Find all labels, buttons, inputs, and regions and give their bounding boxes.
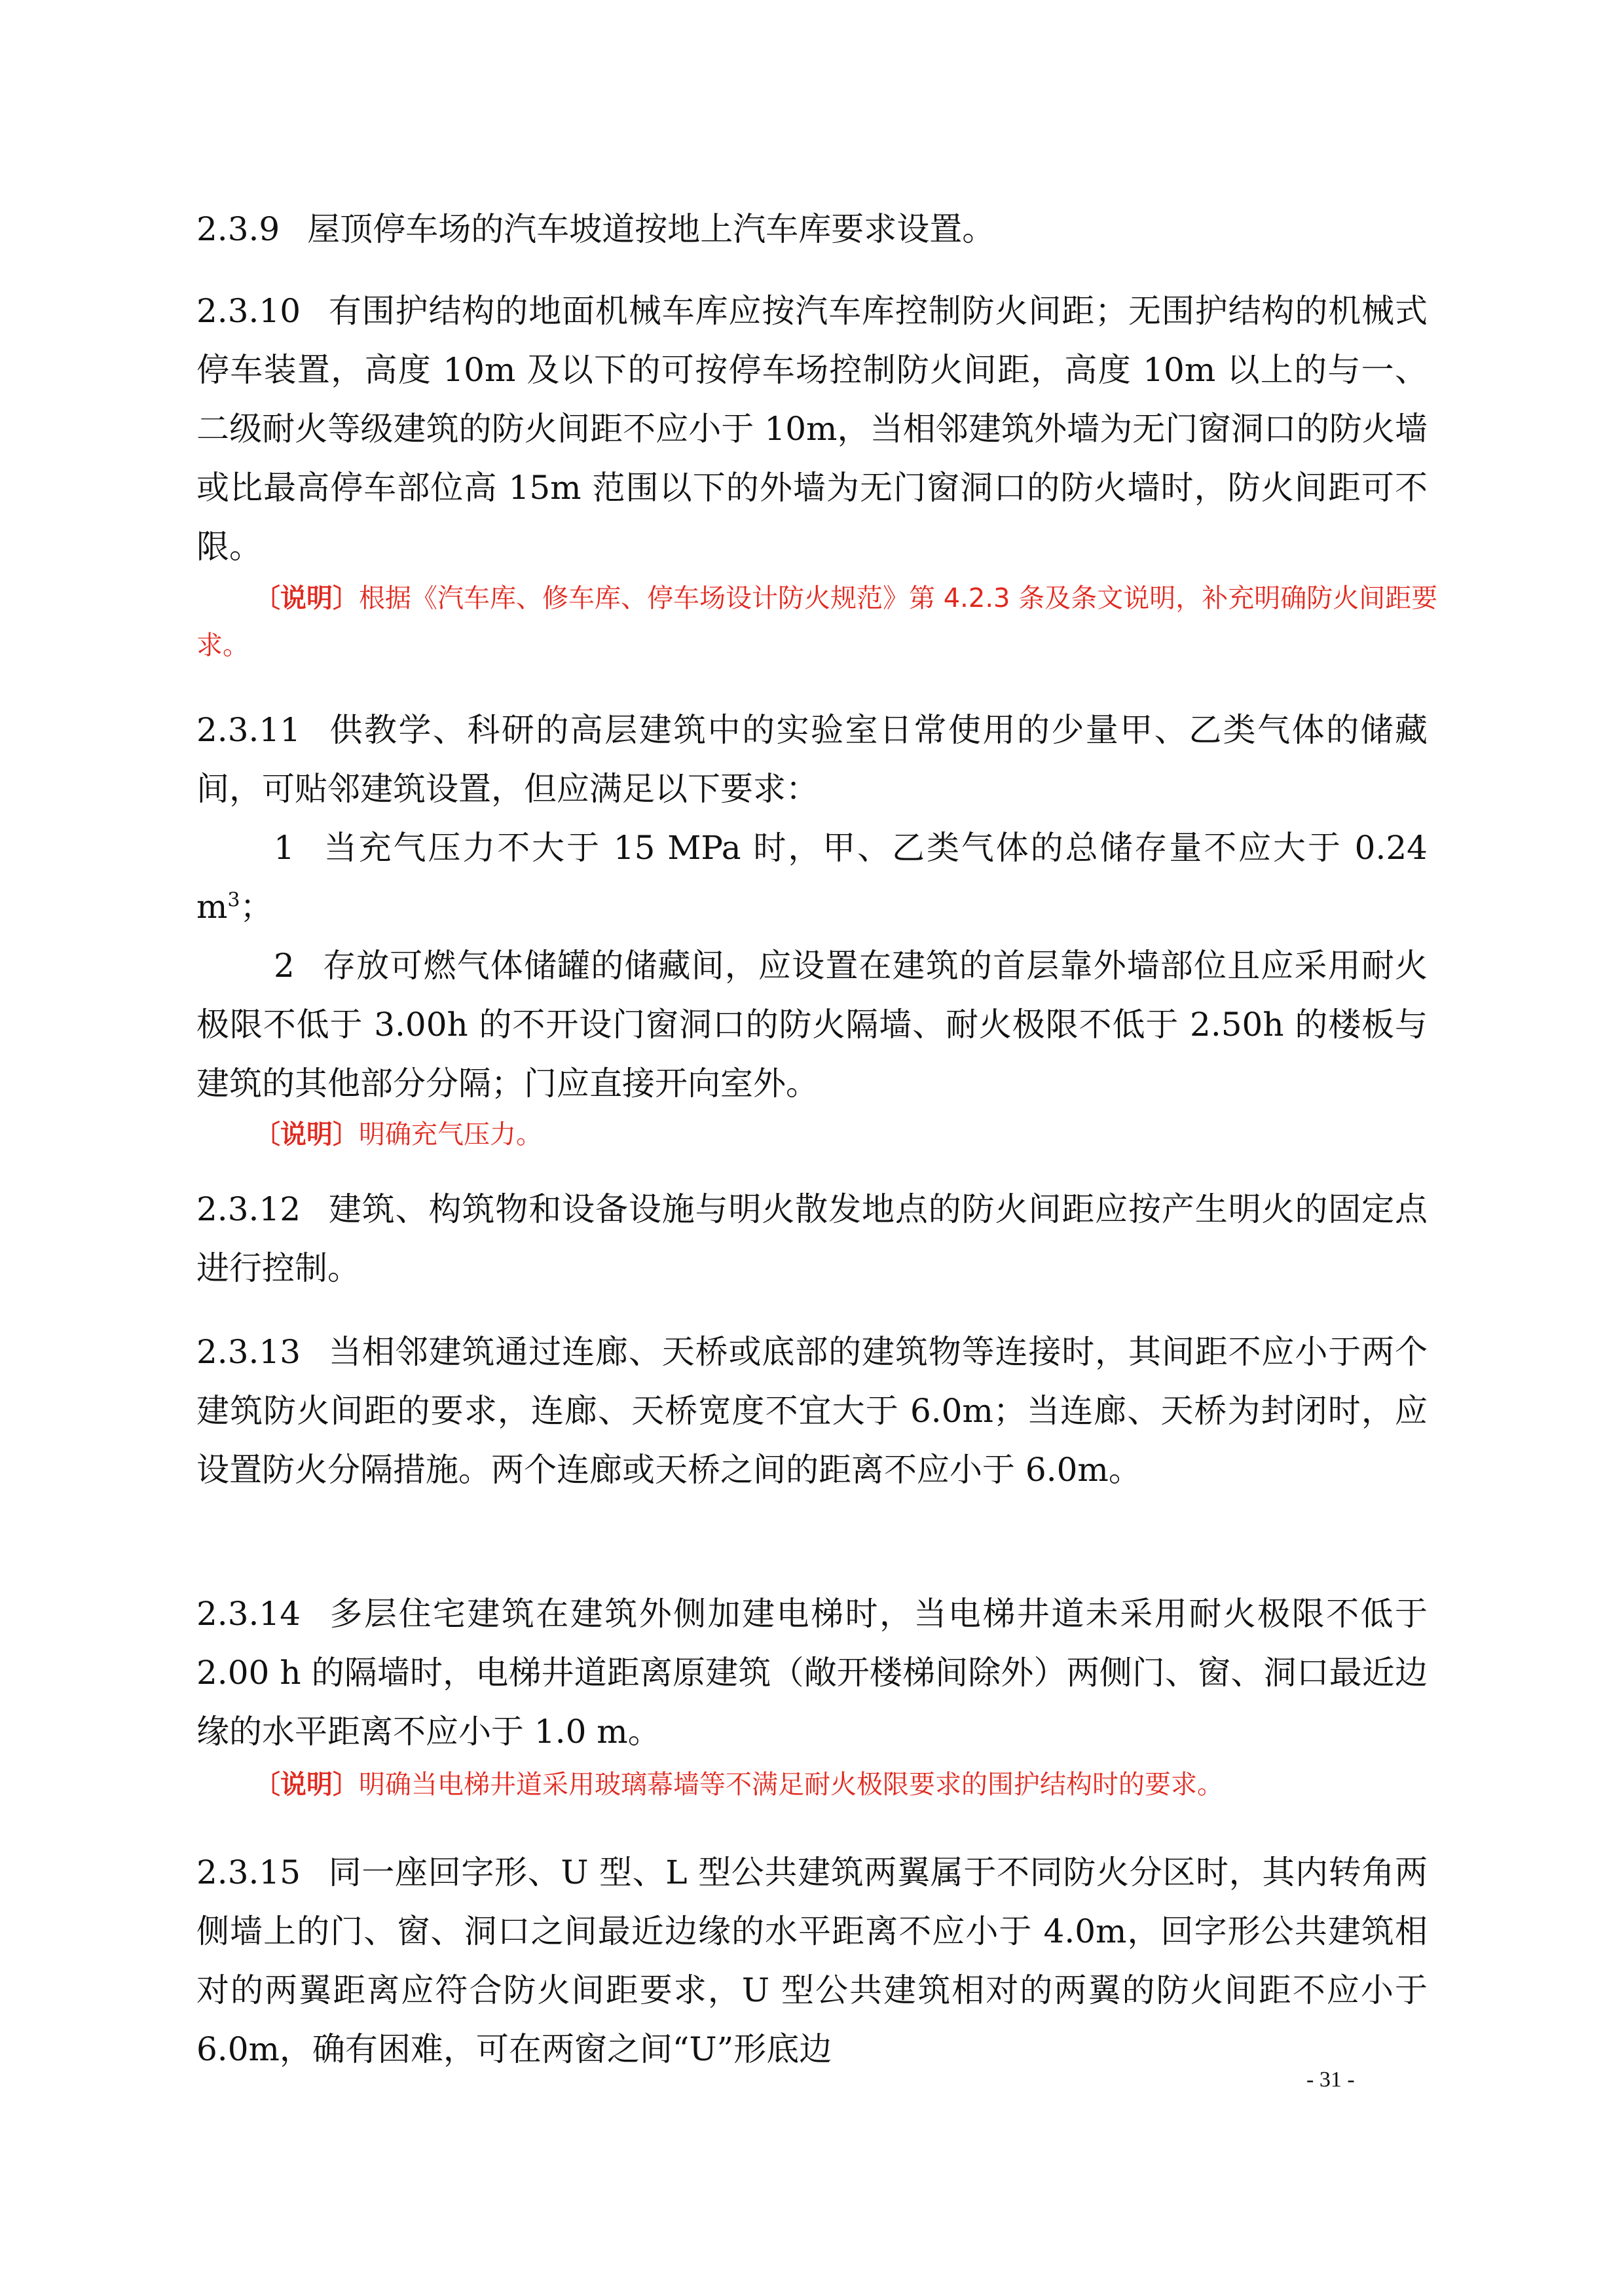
list-item (196, 818, 1428, 936)
clause-2-3-15 (196, 1843, 1428, 2079)
list-item (196, 936, 1428, 1113)
item-text: 当充气压力不大于 15 MPa 时，甲、乙类气体的总储存量不应大于 0.24 m (196, 829, 1428, 926)
note-explanation (196, 1761, 1441, 1808)
item-number: 1 (274, 829, 295, 867)
clause-text: 供教学、科研的高层建筑中的实验室日常使用的少量甲、乙类气体的储藏间，可贴邻建筑设置，但应满足以下要求： (196, 711, 1428, 808)
note-explanation (196, 575, 1441, 669)
clause-number: 2.3.11 (196, 711, 301, 749)
clause-text: 当相邻建筑通过连廊、天桥或底部的建筑物等连接时，其间距不应小于两个建筑防火间距的要求，连廊、天桥宽度不宜大于 6.0m；当连廊、天桥为封闭时，应设置防火分隔措施。两个连廊或天桥之间的距离不应小于 6.0m。 (196, 1333, 1428, 1489)
item-text: 存放可燃气体储罐的储藏间，应设置在建筑的首层靠外墙部位且应采用耐火极限不低于 3.00h 的不开设门窗洞口的防火隔墙、耐火极限不低于 2.50h 的楼板与建筑的其他部分分隔；门应直接开向室外。 (196, 947, 1428, 1102)
note-tag: 〔说明〕 (254, 583, 359, 613)
clause-2-3-12 (196, 1180, 1428, 1298)
note-text: 根据《汽车库、修车库、停车场设计防火规范》第 4.2.3 条及条文说明，补充明确防火间距要求。 (196, 583, 1438, 661)
clause-text: 多层住宅建筑在建筑外侧加建电梯时，当电梯井道未采用耐火极限不低于 2.00 h 的隔墙时，电梯井道距离原建筑（敞开楼梯间除外）两侧门、窗、洞口最近边缘的水平距离不应小于 1.0 m。 (196, 1595, 1428, 1751)
note-explanation (196, 1111, 1441, 1158)
clause-number: 2.3.14 (196, 1595, 301, 1633)
clause-2-3-11 (196, 701, 1428, 818)
clause-number: 2.3.10 (196, 292, 301, 330)
clause-text: 建筑、构筑物和设备设施与明火散发地点的防火间距应按产生明火的固定点进行控制。 (196, 1190, 1428, 1287)
clause-text: 有围护结构的地面机械车库应按汽车库控制防火间距；无围护结构的机械式停车装置，高度 10m 及以下的可按停车场控制防火间距，高度 10m 以上的与一、二级耐火等级建筑的防火间距不应小于 10m，当相邻建筑外墙为无门窗洞口的防火墙或比最高停车部位高 15m 范围以下的外墙为无门窗洞口的防火墙时，防火间距可不限。 (196, 292, 1428, 566)
clause-number: 2.3.9 (196, 210, 280, 248)
clause-text: 屋顶停车场的汽车坡道按地上汽车库要求设置。 (307, 210, 995, 248)
note-tag: 〔说明〕 (254, 1120, 359, 1150)
page-number: - 31 - (1306, 2068, 1355, 2092)
clause-number: 2.3.13 (196, 1333, 301, 1371)
clause-number: 2.3.15 (196, 1853, 301, 1891)
clause-2-3-14 (196, 1584, 1428, 1761)
clause-2-3-10 (196, 282, 1428, 576)
clause-2-3-13 (196, 1322, 1428, 1499)
clause-number: 2.3.12 (196, 1190, 301, 1228)
note-tag: 〔说明〕 (254, 1770, 359, 1800)
clause-text: 同一座回字形、U 型、L 型公共建筑两翼属于不同防火分区时，其内转角两侧墙上的门、窗、洞口之间最近边缘的水平距离不应小于 4.0m，回字形公共建筑相对的两翼距离应符合防火间距要求，U 型公共建筑相对的两翼的防火间距不应小于 6.0m，确有困难，可在两窗之间“U”形底边 (196, 1853, 1428, 2068)
note-text: 明确当电梯井道采用玻璃幕墙等不满足耐火极限要求的围护结构时的要求。 (359, 1770, 1223, 1800)
item-number: 2 (274, 947, 295, 985)
item-suffix: ； (240, 888, 273, 926)
superscript: 3 (227, 888, 240, 912)
note-text: 明确充气压力。 (359, 1120, 542, 1150)
clause-2-3-9 (196, 200, 1428, 259)
